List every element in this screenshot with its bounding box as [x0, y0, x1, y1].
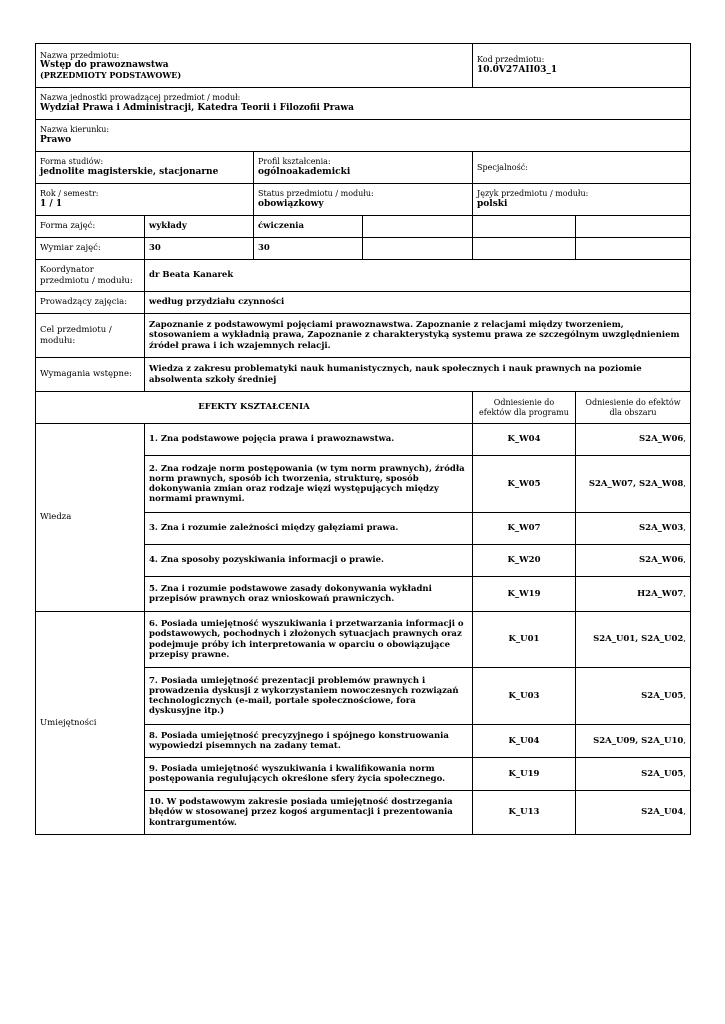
requirements-value: Wiedza z zakresu problematyki nauk humanistycznych, nauk społecznych i nauk prawnych na poziomie absolwenta szkoły średniej	[145, 358, 691, 392]
knowledge-label: Wiedza	[36, 424, 145, 612]
goal-value: Zapoznanie z podstawowymi pojęciami prawoznawstwa. Zapoznanie z relacjami między tworzeniem, stosowaniem a wykładnią prawa, Zapoznanie z charakterystyką systemu prawa ze szczególnym uwzględnieniem źródeł prawa i ich wzajemnych relacji.	[145, 314, 691, 358]
course-syllabus-table	[35, 43, 691, 835]
table-row	[36, 424, 691, 456]
subject-row	[36, 44, 691, 88]
effect-program-code: K_U03	[473, 668, 576, 725]
profile-value: ogólnoakademicki	[258, 166, 351, 177]
coordinator-value: dr Beata Kanarek	[145, 260, 691, 292]
unit-value: Wydział Prawa i Administracji, Katedra Teorii i Filozofii Prawa	[40, 102, 354, 113]
effect-text: 8. Posiada umiejętność precyzyjnego i spójnego konstruowania wypowiedzi pisemnych na zadany temat.	[145, 725, 473, 758]
effect-area-code: S2A_U09, S2A_U10,	[576, 725, 691, 758]
table-row	[36, 612, 691, 668]
year-row	[36, 184, 691, 216]
empty-cell	[473, 238, 576, 260]
class-form-label: Forma zajęć:	[36, 216, 145, 238]
study-form-row	[36, 152, 691, 184]
lectures-hours: 30	[145, 238, 254, 260]
unit-label: Nazwa jednostki prowadzącej przedmiot / moduł:	[40, 93, 241, 103]
effect-area-code: S2A_U05,	[576, 758, 691, 791]
language-cell	[473, 184, 691, 216]
effect-text: 2. Zna rodzaje norm postępowania (w tym norm prawnych), źródła norm prawnych, sposób ich tworzenia, strukturę, sposób dokonywania zmian oraz rodzaje więzi występujących między normami prawnymi.	[145, 456, 473, 513]
code-value: 10.0V27AII03_1	[477, 64, 558, 75]
subject-group: (PRZEDMIOTY PODSTAWOWE)	[40, 69, 182, 80]
effect-area-code: S2A_U04,	[576, 791, 691, 835]
subject-cell	[36, 44, 473, 88]
status-label: Status przedmiotu / modułu:	[258, 189, 374, 199]
code-label: Kod przedmiotu:	[477, 55, 545, 65]
unit-row	[36, 88, 691, 120]
effect-area-code: S2A_W07, S2A_W08,	[576, 456, 691, 513]
specialty-cell	[473, 152, 691, 184]
code-cell	[473, 44, 691, 88]
effect-program-code: K_W04	[473, 424, 576, 456]
exercises-hours: 30	[254, 238, 363, 260]
effect-area-code: S2A_W06,	[576, 424, 691, 456]
effect-program-code: K_W19	[473, 577, 576, 612]
subject-name: Wstęp do prawoznawstwa	[40, 60, 169, 71]
unit-cell	[36, 88, 691, 120]
empty-cell	[473, 216, 576, 238]
effect-text: 6. Posiada umiejętność wyszukiwania i przetwarzania informacji o podstawowych, pochodnych i złożonych sytuacjach prawnych oraz podejmuje próby ich interpretowania w oparciu o obowiązujące przepisy prawne.	[145, 612, 473, 668]
goal-row	[36, 314, 691, 358]
class-hours-label: Wymiar zajęć:	[36, 238, 145, 260]
profile-cell	[254, 152, 473, 184]
class-hours-row	[36, 238, 691, 260]
effects-header-row	[36, 392, 691, 424]
requirements-label: Wymagania wstępne:	[36, 358, 145, 392]
study-form-cell	[36, 152, 254, 184]
study-form-value: jednolite magisterskie, stacjonarne	[40, 166, 219, 177]
effect-program-code: K_U13	[473, 791, 576, 835]
profile-label: Profil kształcenia:	[258, 157, 331, 167]
effect-program-code: K_W07	[473, 513, 576, 545]
effect-program-code: K_W20	[473, 545, 576, 577]
direction-label: Nazwa kierunku:	[40, 125, 110, 135]
skills-label: Umiejętności	[36, 612, 145, 835]
direction-cell	[36, 120, 691, 152]
lectures-label: wykłady	[145, 216, 254, 238]
instructors-label: Prowadzący zajęcia:	[36, 292, 145, 314]
effect-text: 4. Zna sposoby pozyskiwania informacji o prawie.	[145, 545, 473, 577]
effect-area-code: S2A_U01, S2A_U02,	[576, 612, 691, 668]
coordinator-label: Koordynator przedmiotu / modułu:	[36, 260, 145, 292]
effect-program-code: K_U04	[473, 725, 576, 758]
effect-area-code: S2A_W06,	[576, 545, 691, 577]
direction-row	[36, 120, 691, 152]
empty-cell	[576, 238, 691, 260]
year-value: 1 / 1	[40, 198, 63, 209]
subject-label: Nazwa przedmiotu:	[40, 50, 120, 60]
specialty-label: Specjalność:	[477, 162, 528, 172]
area-ref-header: Odniesienie do efektów dla obszaru	[576, 392, 691, 424]
instructors-value: według przydziału czynności	[145, 292, 691, 314]
effect-text: 3. Zna i rozumie zależności między gałęziami prawa.	[145, 513, 473, 545]
effect-area-code: S2A_W03,	[576, 513, 691, 545]
goal-label: Cel przedmiotu / modułu:	[36, 314, 145, 358]
study-form-label: Forma studiów:	[40, 157, 104, 167]
effect-text: 5. Zna i rozumie podstawowe zasady dokonywania wykładni przepisów prawnych oraz wnioskowań prawniczych.	[145, 577, 473, 612]
effect-text: 10. W podstawowym zakresie posiada umiejętność dostrzegania błędów w stosowanej przez kogoś argumentacji i prezentowania kontrargumentów.	[145, 791, 473, 835]
status-value: obowiązkowy	[258, 198, 324, 209]
direction-value: Prawo	[40, 134, 72, 145]
exercises-label: ćwiczenia	[254, 216, 363, 238]
class-form-row	[36, 216, 691, 238]
effect-program-code: K_U19	[473, 758, 576, 791]
effect-area-code: S2A_U05,	[576, 668, 691, 725]
effect-program-code: K_W05	[473, 456, 576, 513]
effect-area-code: H2A_W07,	[576, 577, 691, 612]
coordinator-row	[36, 260, 691, 292]
year-label: Rok / semestr:	[40, 189, 99, 199]
empty-cell	[576, 216, 691, 238]
status-cell	[254, 184, 473, 216]
effect-text: 1. Zna podstawowe pojęcia prawa i prawoznawstwa.	[145, 424, 473, 456]
program-ref-header: Odniesienie do efektów dla programu	[473, 392, 576, 424]
requirements-row	[36, 358, 691, 392]
effect-program-code: K_U01	[473, 612, 576, 668]
empty-cell	[363, 216, 473, 238]
effect-text: 9. Posiada umiejętność wyszukiwania i kwalifikowania norm postępowania regulujących określone sfery życia społecznego.	[145, 758, 473, 791]
language-value: polski	[477, 198, 508, 209]
year-cell	[36, 184, 254, 216]
language-label: Język przedmiotu / modułu:	[477, 189, 589, 199]
effects-title: EFEKTY KSZTAŁCENIA	[36, 392, 473, 424]
effect-text: 7. Posiada umiejętność prezentacji problemów prawnych i prowadzenia dyskusji z wykorzystaniem nowoczesnych rozwiązań technologicznych (e-mail, portale społecznościowe, fora dyskusyjne itp.)	[145, 668, 473, 725]
empty-cell	[363, 238, 473, 260]
instructors-row	[36, 292, 691, 314]
